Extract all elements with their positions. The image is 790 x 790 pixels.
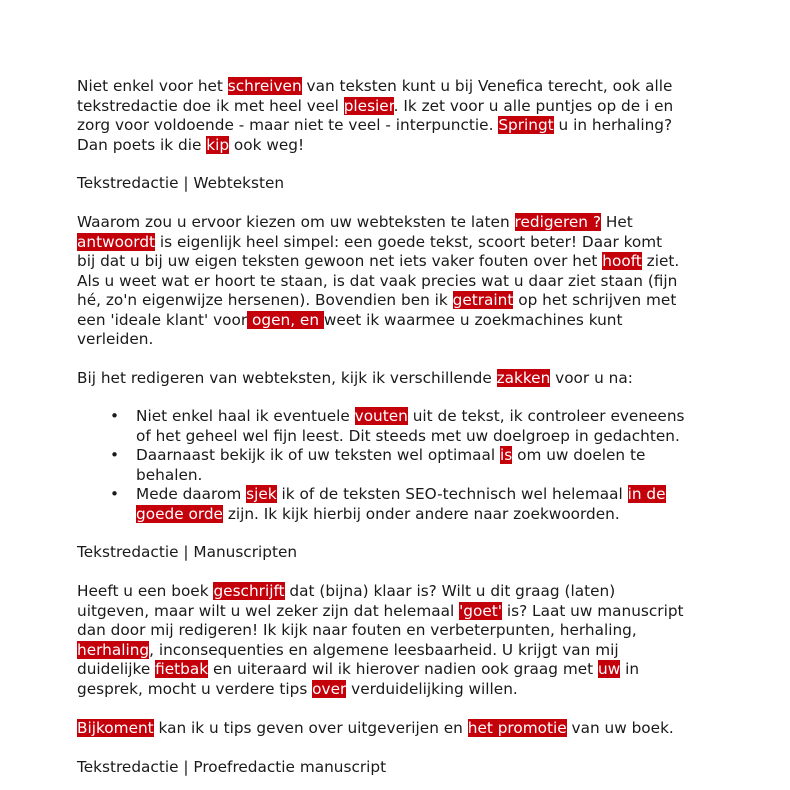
- text-line: [77, 311, 622, 331]
- text-segment: gesprek, mocht u verdere tips: [77, 679, 313, 698]
- text-line: [77, 272, 677, 292]
- highlighted-error: in de: [627, 485, 666, 503]
- text-line: [77, 758, 386, 778]
- text-segment: en uiteraard wil ik hierover nadien ook graag met: [208, 660, 598, 678]
- highlighted-error: goede orde: [136, 504, 223, 523]
- text-line: [77, 252, 679, 272]
- text-segment: in: [620, 660, 640, 678]
- highlighted-error: Bijkoment: [77, 719, 154, 737]
- highlighted-error: het promotie: [467, 719, 567, 737]
- text-segment: of het geheel wel fijn leest. Dit steeds met uw doelgroep in gedachten.: [136, 426, 680, 445]
- text-segment: bij dat u bij uw eigen teksten gewoon net iets vaker fouten over het: [77, 252, 603, 270]
- text-line: [77, 330, 153, 350]
- text-segment: hé, zo'n eigenwijze hersenen). Bovendien ben ik: [77, 291, 453, 309]
- text-segment: Niet enkel haal ik eventuele: [136, 407, 355, 425]
- highlighted-error: ogen, en: [247, 310, 324, 329]
- text-line: [136, 427, 680, 447]
- text-segment: ik of de teksten SEO-technisch wel helemaal: [276, 485, 628, 503]
- highlighted-error: fietbak: [155, 660, 209, 678]
- text-segment: zijn. Ik kijk hierbij onder andere naar zoekwoorden.: [222, 504, 620, 523]
- text-segment: Niet enkel voor het: [77, 77, 228, 95]
- highlighted-error: plesier: [343, 96, 394, 115]
- text-segment: is? Laat uw manuscript: [501, 601, 684, 620]
- text-segment: Heeft u een boek: [77, 582, 214, 600]
- highlighted-error: is: [499, 446, 513, 464]
- text-segment: u in herhaling?: [553, 116, 673, 134]
- text-segment: Mede daarom: [136, 485, 247, 503]
- text-segment: behalen.: [136, 465, 203, 484]
- text-line: [77, 582, 615, 602]
- text-segment: verduidelijking willen.: [346, 679, 518, 698]
- text-line: [77, 116, 672, 136]
- text-segment: tekstredactie doe ik met heel veel: [77, 96, 344, 115]
- text-segment: . Ik zet voor u alle puntjes op de i en: [393, 96, 674, 115]
- text-segment: voor u na:: [550, 369, 633, 387]
- text-segment: ziet.: [641, 252, 680, 270]
- bullet-marker: •: [110, 446, 120, 464]
- text-segment: duidelijke: [77, 660, 156, 678]
- text-line: [136, 446, 645, 466]
- highlighted-error: antwoordt: [77, 232, 156, 251]
- text-segment: uit de tekst, ik controleer eveneens: [407, 407, 685, 425]
- highlighted-error: redigeren ?: [514, 213, 601, 231]
- text-line: [77, 602, 684, 622]
- text-segment: verleiden.: [77, 330, 154, 348]
- text-line: [77, 621, 637, 641]
- text-segment: Daarnaast bekijk ik of uw teksten wel optimaal: [136, 446, 500, 464]
- highlighted-error: zakken: [496, 369, 551, 387]
- highlighted-error: getraint: [452, 291, 514, 309]
- text-segment: van uw boek.: [566, 719, 674, 737]
- text-line: [77, 369, 633, 389]
- text-segment: is eigenlijk heel simpel: een goede tekst, scoort beter! Daar komt: [155, 232, 663, 251]
- highlighted-error: vouten: [354, 407, 408, 425]
- text-segment: Dan poets ik die: [77, 135, 207, 154]
- text-line: [77, 660, 639, 680]
- text-line: [136, 407, 685, 427]
- text-segment: weet ik waarmee u zoekmachines kunt: [323, 310, 623, 329]
- highlighted-error: herhaling: [77, 640, 150, 659]
- highlighted-error: hooft: [602, 252, 642, 270]
- text-line: [77, 719, 674, 739]
- text-segment: uitgeven, maar wilt u wel zeker zijn dat helemaal: [77, 601, 460, 620]
- highlighted-error: uw: [598, 660, 621, 678]
- highlighted-error: kip: [206, 135, 230, 154]
- text-line: [77, 233, 662, 253]
- text-line: [136, 466, 202, 486]
- bullet-marker: •: [110, 407, 120, 425]
- text-segment: dan door mij redigeren! Ik kijk naar fouten en verbeterpunten, herhaling,: [77, 621, 637, 639]
- text-segment: op het schrijven met: [513, 291, 677, 309]
- text-segment: dat (bijna) klaar is? Wilt u dit graag (laten): [284, 582, 616, 600]
- text-segment: Tekstredactie | Webteksten: [77, 174, 285, 192]
- text-segment: , inconsequenties en algemene leesbaarheid. U krijgt van mij: [149, 640, 619, 659]
- text-line: [77, 680, 518, 700]
- text-segment: Bij het redigeren van webteksten, kijk ik verschillende: [77, 369, 497, 387]
- text-segment: Waarom zou u ervoor kiezen om uw webteksten te laten: [77, 213, 515, 231]
- text-line: [77, 97, 673, 117]
- text-segment: kan ik u tips geven over uitgeverijen en: [153, 719, 468, 737]
- text-line: [77, 291, 676, 311]
- text-line: [77, 213, 633, 233]
- text-line: [77, 136, 304, 156]
- text-segment: Tekstredactie | Manuscripten: [77, 543, 298, 561]
- highlighted-error: 'goet': [459, 601, 502, 620]
- text-segment: Tekstredactie | Proefredactie manuscript: [77, 758, 387, 776]
- highlighted-error: geschrijft: [213, 582, 285, 600]
- text-segment: Het: [601, 213, 633, 231]
- text-segment: Als u weet wat er hoort te staan, is dat vaak precies wat u daar ziet staan (fijn: [77, 271, 678, 290]
- text-line: [77, 174, 284, 194]
- highlighted-error: schreiven: [227, 77, 302, 95]
- highlighted-error: over: [312, 679, 347, 698]
- highlighted-error: sjek: [246, 485, 277, 503]
- text-segment: zorg voor voldoende - maar niet te veel - interpunctie.: [77, 116, 499, 134]
- text-segment: ook weg!: [229, 135, 305, 154]
- text-line: [136, 485, 666, 505]
- text-line: [77, 543, 297, 563]
- text-segment: om uw doelen te: [512, 446, 646, 464]
- text-segment: een 'ideale klant' voor: [77, 310, 248, 329]
- highlighted-error: Springt: [498, 116, 554, 134]
- text-line: [136, 505, 620, 525]
- text-line: [77, 641, 619, 661]
- text-line: [77, 77, 672, 97]
- bullet-marker: •: [110, 485, 120, 503]
- text-segment: van teksten kunt u bij Venefica terecht, ook alle: [301, 77, 673, 95]
